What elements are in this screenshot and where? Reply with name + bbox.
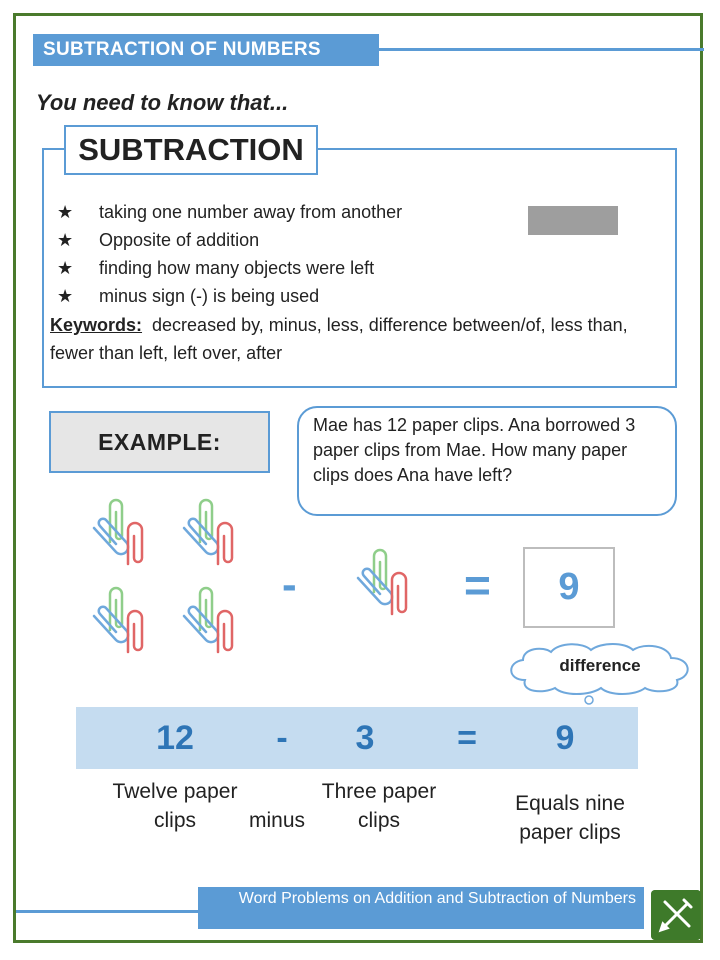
difference-value: 9 [555, 719, 575, 757]
bullet-text: minus sign (-) is being used [99, 286, 320, 306]
title-rule [379, 48, 704, 51]
answer-box: 9 [523, 547, 615, 628]
redaction-block [528, 206, 618, 235]
list-item [57, 198, 402, 226]
word-problem-bubble: Mae has 12 paper clips. Ana borrowed 3 paper clips from Mae. How many paper clips does Ana have left? [297, 406, 677, 516]
footer-title: Word Problems on Addition and Subtraction of Numbers [198, 887, 644, 929]
subtrahend: 3 [355, 719, 375, 757]
definition-label: SUBTRACTION [64, 125, 318, 175]
keywords-paragraph [50, 311, 660, 367]
section-title: SUBTRACTION OF NUMBERS [33, 34, 379, 66]
example-label: EXAMPLE: [49, 411, 270, 473]
definition-list [57, 198, 402, 310]
paperclip-icon [178, 494, 242, 574]
minuend: 12 [156, 719, 194, 757]
minus-operator: - [276, 719, 288, 757]
bullet-text: Opposite of addition [99, 230, 260, 250]
intro-heading: You need to know that... [36, 90, 289, 115]
bullet-text: finding how many objects were left [99, 258, 375, 278]
list-item [57, 226, 402, 254]
list-item [57, 254, 402, 282]
star-icon: ★ [57, 258, 74, 278]
caption-difference: Equals nine paper clips [515, 792, 625, 844]
paperclip-icon [88, 582, 152, 662]
caption-subtrahend: Three paper clips [321, 780, 437, 832]
paperclip-icon [178, 582, 242, 662]
minus-sign: - [282, 560, 297, 609]
paperclip-icon [352, 544, 416, 624]
paperclip-icon [88, 494, 152, 574]
difference-label: difference [559, 656, 641, 675]
bullet-text: taking one number away from another [99, 202, 403, 222]
list-item [57, 282, 402, 310]
caption-minuend: Twelve paper clips [112, 780, 238, 832]
equals-sign: = [464, 559, 491, 611]
star-icon: ★ [57, 202, 74, 222]
caption-minus: minus [248, 809, 306, 832]
equals-operator: = [457, 719, 477, 757]
pencil-ruler-logo-icon [651, 890, 701, 940]
star-icon: ★ [57, 286, 74, 306]
keywords-label: Keywords: [50, 315, 143, 335]
star-icon: ★ [57, 230, 74, 250]
keywords-text: decreased by, minus, less, difference between/of, less than, fewer than left, left over, after [50, 315, 628, 363]
footer-rule [16, 910, 198, 913]
